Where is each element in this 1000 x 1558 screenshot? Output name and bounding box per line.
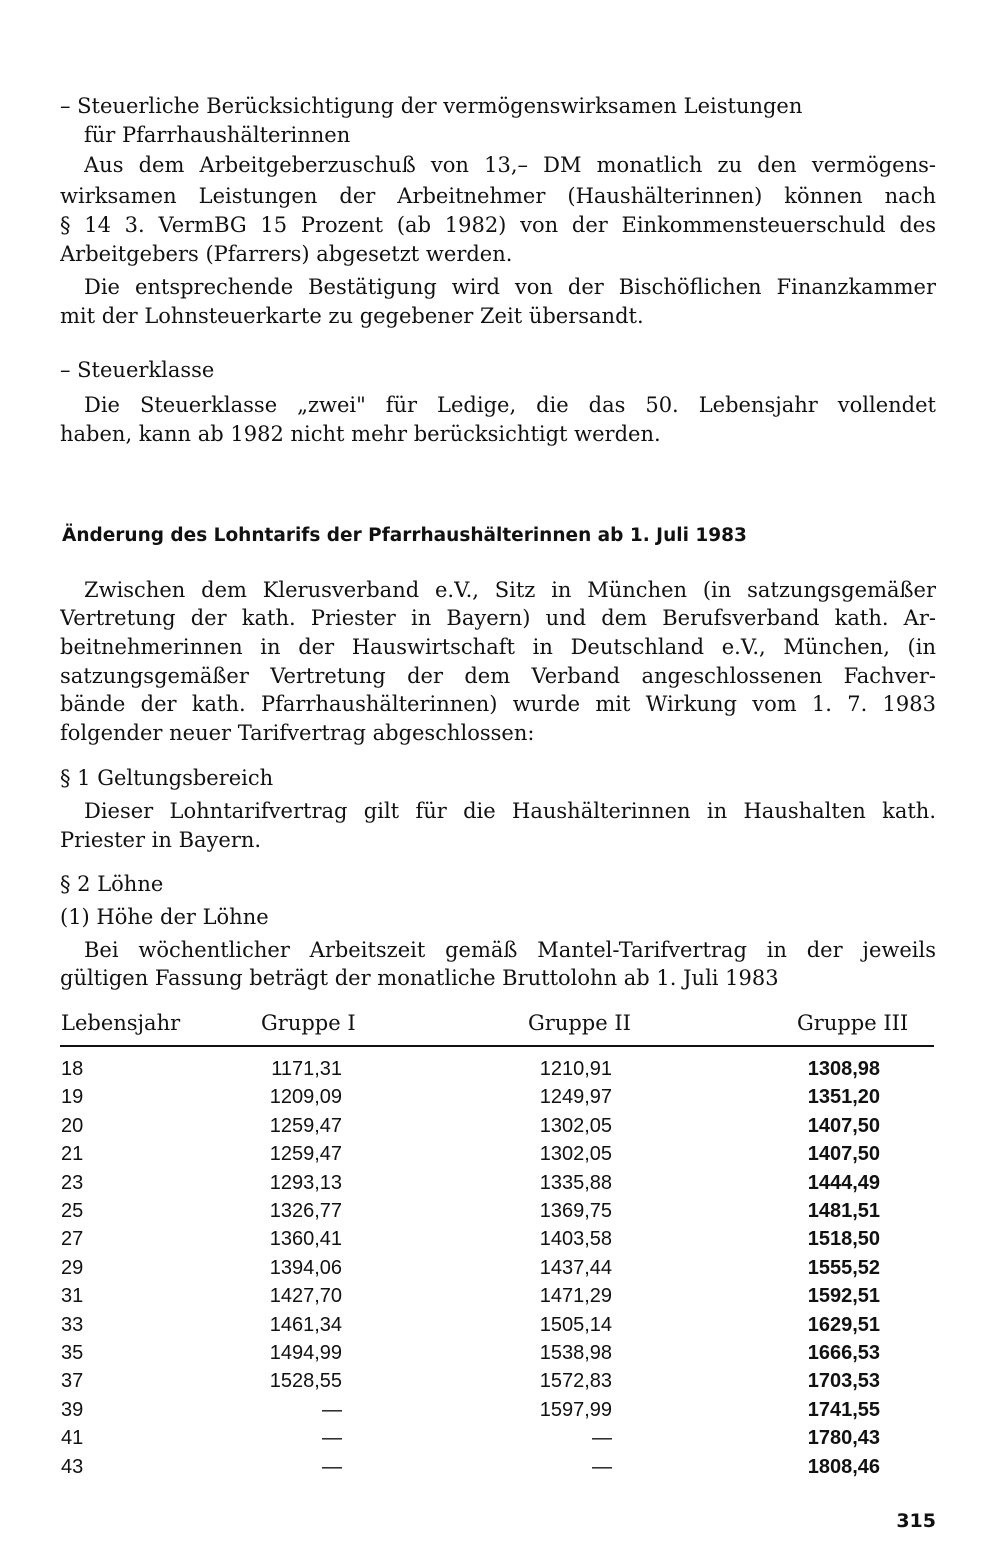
cell-gruppe-2: 1505,14 — [539, 1313, 612, 1336]
bullet-title-steuerklasse: – Steuerklasse — [60, 358, 215, 382]
cell-gruppe-1: — — [322, 1455, 342, 1478]
cell-gruppe-1: 1326,77 — [269, 1200, 342, 1222]
cell-lebensjahr: 39 — [61, 1398, 84, 1421]
cell-gruppe-2: 1302,05 — [539, 1143, 612, 1166]
cell-gruppe-1: 1528,55 — [269, 1370, 342, 1393]
section-title-loehne: § 2 Löhne — [60, 872, 164, 896]
cell-lebensjahr: 37 — [61, 1370, 84, 1393]
paragraph-line: Zwischen dem Klerusverband e.V., Sitz in München (in satzungsgemäßer — [84, 578, 936, 602]
cell-gruppe-1: 1427,70 — [269, 1285, 342, 1308]
table-header-rule — [60, 1045, 934, 1047]
cell-gruppe-3: 1629,51 — [807, 1313, 880, 1336]
bullet-title-line-1: – Steuerliche Berücksichtigung der vermögenswirksamen Leistungen — [60, 94, 803, 118]
cell-lebensjahr: 23 — [61, 1171, 84, 1194]
cell-lebensjahr: 31 — [61, 1285, 84, 1308]
paragraph-line: beitnehmerinnen in der Hauswirtschaft in Deutschland e.V., München, (in — [60, 635, 936, 659]
cell-gruppe-2: 1572,83 — [539, 1370, 612, 1393]
cell-gruppe-1: — — [322, 1398, 342, 1421]
cell-gruppe-3: 1481,51 — [807, 1200, 880, 1222]
cell-gruppe-1: 1461,34 — [269, 1313, 342, 1336]
cell-lebensjahr: 41 — [61, 1427, 84, 1450]
cell-gruppe-1: — — [322, 1427, 342, 1450]
cell-gruppe-3: 1703,53 — [807, 1370, 880, 1393]
bullet-title-line-2: für Pfarrhaushälterinnen — [84, 123, 351, 147]
cell-lebensjahr: 21 — [61, 1143, 84, 1166]
cell-gruppe-1: 1209,09 — [269, 1086, 342, 1109]
cell-gruppe-3: 1808,46 — [807, 1455, 880, 1478]
cell-gruppe-3: 1407,50 — [807, 1114, 880, 1137]
cell-gruppe-1: 1259,47 — [269, 1143, 342, 1166]
cell-gruppe-2: 1437,44 — [539, 1256, 612, 1279]
cell-gruppe-2: 1369,75 — [539, 1200, 612, 1222]
cell-lebensjahr: 27 — [61, 1228, 84, 1251]
cell-gruppe-1: 1494,99 — [269, 1342, 342, 1364]
cell-gruppe-2: 1597,99 — [539, 1398, 612, 1421]
paragraph-line: mit der Lohnsteuerkarte zu gegebener Zeit übersandt. — [60, 304, 644, 328]
cell-gruppe-2: 1210,91 — [539, 1058, 612, 1080]
cell-lebensjahr: 35 — [61, 1342, 84, 1364]
paragraph-line: folgender neuer Tarifvertrag abgeschlossen: — [60, 721, 535, 745]
paragraph-line: gültigen Fassung beträgt der monatliche Bruttolohn ab 1. Juli 1983 — [60, 966, 779, 990]
cell-gruppe-2: — — [592, 1427, 612, 1450]
table-header-lebensjahr: Lebensjahr — [61, 1011, 181, 1035]
cell-lebensjahr: 20 — [61, 1114, 84, 1137]
cell-gruppe-2: 1302,05 — [539, 1114, 612, 1137]
cell-lebensjahr: 29 — [61, 1256, 84, 1279]
cell-gruppe-3: 1555,52 — [807, 1256, 880, 1279]
cell-gruppe-3: 1741,55 — [807, 1398, 880, 1421]
cell-lebensjahr: 25 — [61, 1200, 84, 1222]
cell-lebensjahr: 43 — [61, 1455, 84, 1478]
cell-gruppe-2: — — [592, 1455, 612, 1478]
cell-gruppe-1: 1293,13 — [269, 1171, 342, 1194]
page-number: 315 — [896, 1510, 936, 1532]
cell-gruppe-3: 1592,51 — [807, 1285, 880, 1308]
table-header-gruppe-1: Gruppe I — [261, 1011, 356, 1035]
cell-gruppe-2: 1471,29 — [539, 1285, 612, 1308]
cell-lebensjahr: 19 — [61, 1086, 84, 1109]
paragraph-line: Bei wöchentlicher Arbeitszeit gemäß Mantel-Tarifvertrag in der jeweils — [84, 938, 936, 962]
cell-gruppe-2: 1403,58 — [539, 1228, 612, 1251]
cell-gruppe-3: 1407,50 — [807, 1143, 880, 1166]
paragraph-line: Die Steuerklasse „zwei" für Ledige, die das 50. Lebensjahr vollendet — [84, 393, 936, 417]
paragraph-line: Aus dem Arbeitgeberzuschuß von 13,– DM monatlich zu den vermögens- — [84, 153, 936, 177]
cell-lebensjahr: 18 — [61, 1058, 84, 1080]
subsection-title: (1) Höhe der Löhne — [60, 905, 269, 929]
table-header-gruppe-3: Gruppe III — [797, 1011, 909, 1035]
cell-gruppe-2: 1538,98 — [539, 1342, 612, 1364]
paragraph-line: haben, kann ab 1982 nicht mehr berücksichtigt werden. — [60, 422, 661, 446]
cell-gruppe-2: 1249,97 — [539, 1086, 612, 1109]
cell-gruppe-1: 1360,41 — [269, 1228, 342, 1251]
paragraph-line: Priester in Bayern. — [60, 828, 262, 852]
section-heading: Änderung des Lohntarifs der Pfarrhaushälterinnen ab 1. Juli 1983 — [62, 525, 747, 546]
cell-gruppe-3: 1351,20 — [807, 1086, 880, 1109]
paragraph-line: bände der kath. Pfarrhaushälterinnen) wurde mit Wirkung vom 1. 7. 1983 — [60, 692, 936, 716]
table-header-gruppe-2: Gruppe II — [528, 1011, 631, 1035]
cell-gruppe-1: 1259,47 — [269, 1114, 342, 1137]
cell-gruppe-3: 1518,50 — [807, 1228, 880, 1251]
paragraph-line: Dieser Lohntarifvertrag gilt für die Haushälterinnen in Haushalten kath. — [84, 799, 936, 823]
cell-gruppe-2: 1335,88 — [539, 1171, 612, 1194]
paragraph-line: wirksamen Leistungen der Arbeitnehmer (Haushälterinnen) können nach — [60, 184, 936, 208]
paragraph-line: Die entsprechende Bestätigung wird von der Bischöflichen Finanzkammer — [84, 275, 936, 299]
cell-gruppe-3: 1666,53 — [807, 1342, 880, 1364]
paragraph-line: satzungsgemäßer Vertretung der dem Verband angeschlossenen Fachver- — [60, 664, 936, 688]
cell-gruppe-3: 1308,98 — [807, 1058, 880, 1080]
paragraph-line: Arbeitgebers (Pfarrers) abgesetzt werden. — [60, 242, 513, 266]
cell-gruppe-3: 1780,43 — [807, 1427, 880, 1450]
cell-gruppe-3: 1444,49 — [807, 1171, 880, 1194]
cell-lebensjahr: 33 — [61, 1313, 84, 1336]
paragraph-line: Vertretung der kath. Priester in Bayern) und dem Berufsverband kath. Ar- — [60, 606, 936, 630]
cell-gruppe-1: 1171,31 — [271, 1058, 342, 1080]
paragraph-line: § 14 3. VermBG 15 Prozent (ab 1982) von der Einkommensteuerschuld des — [60, 213, 936, 237]
cell-gruppe-1: 1394,06 — [269, 1256, 342, 1279]
section-title-geltungsbereich: § 1 Geltungsbereich — [60, 766, 274, 790]
